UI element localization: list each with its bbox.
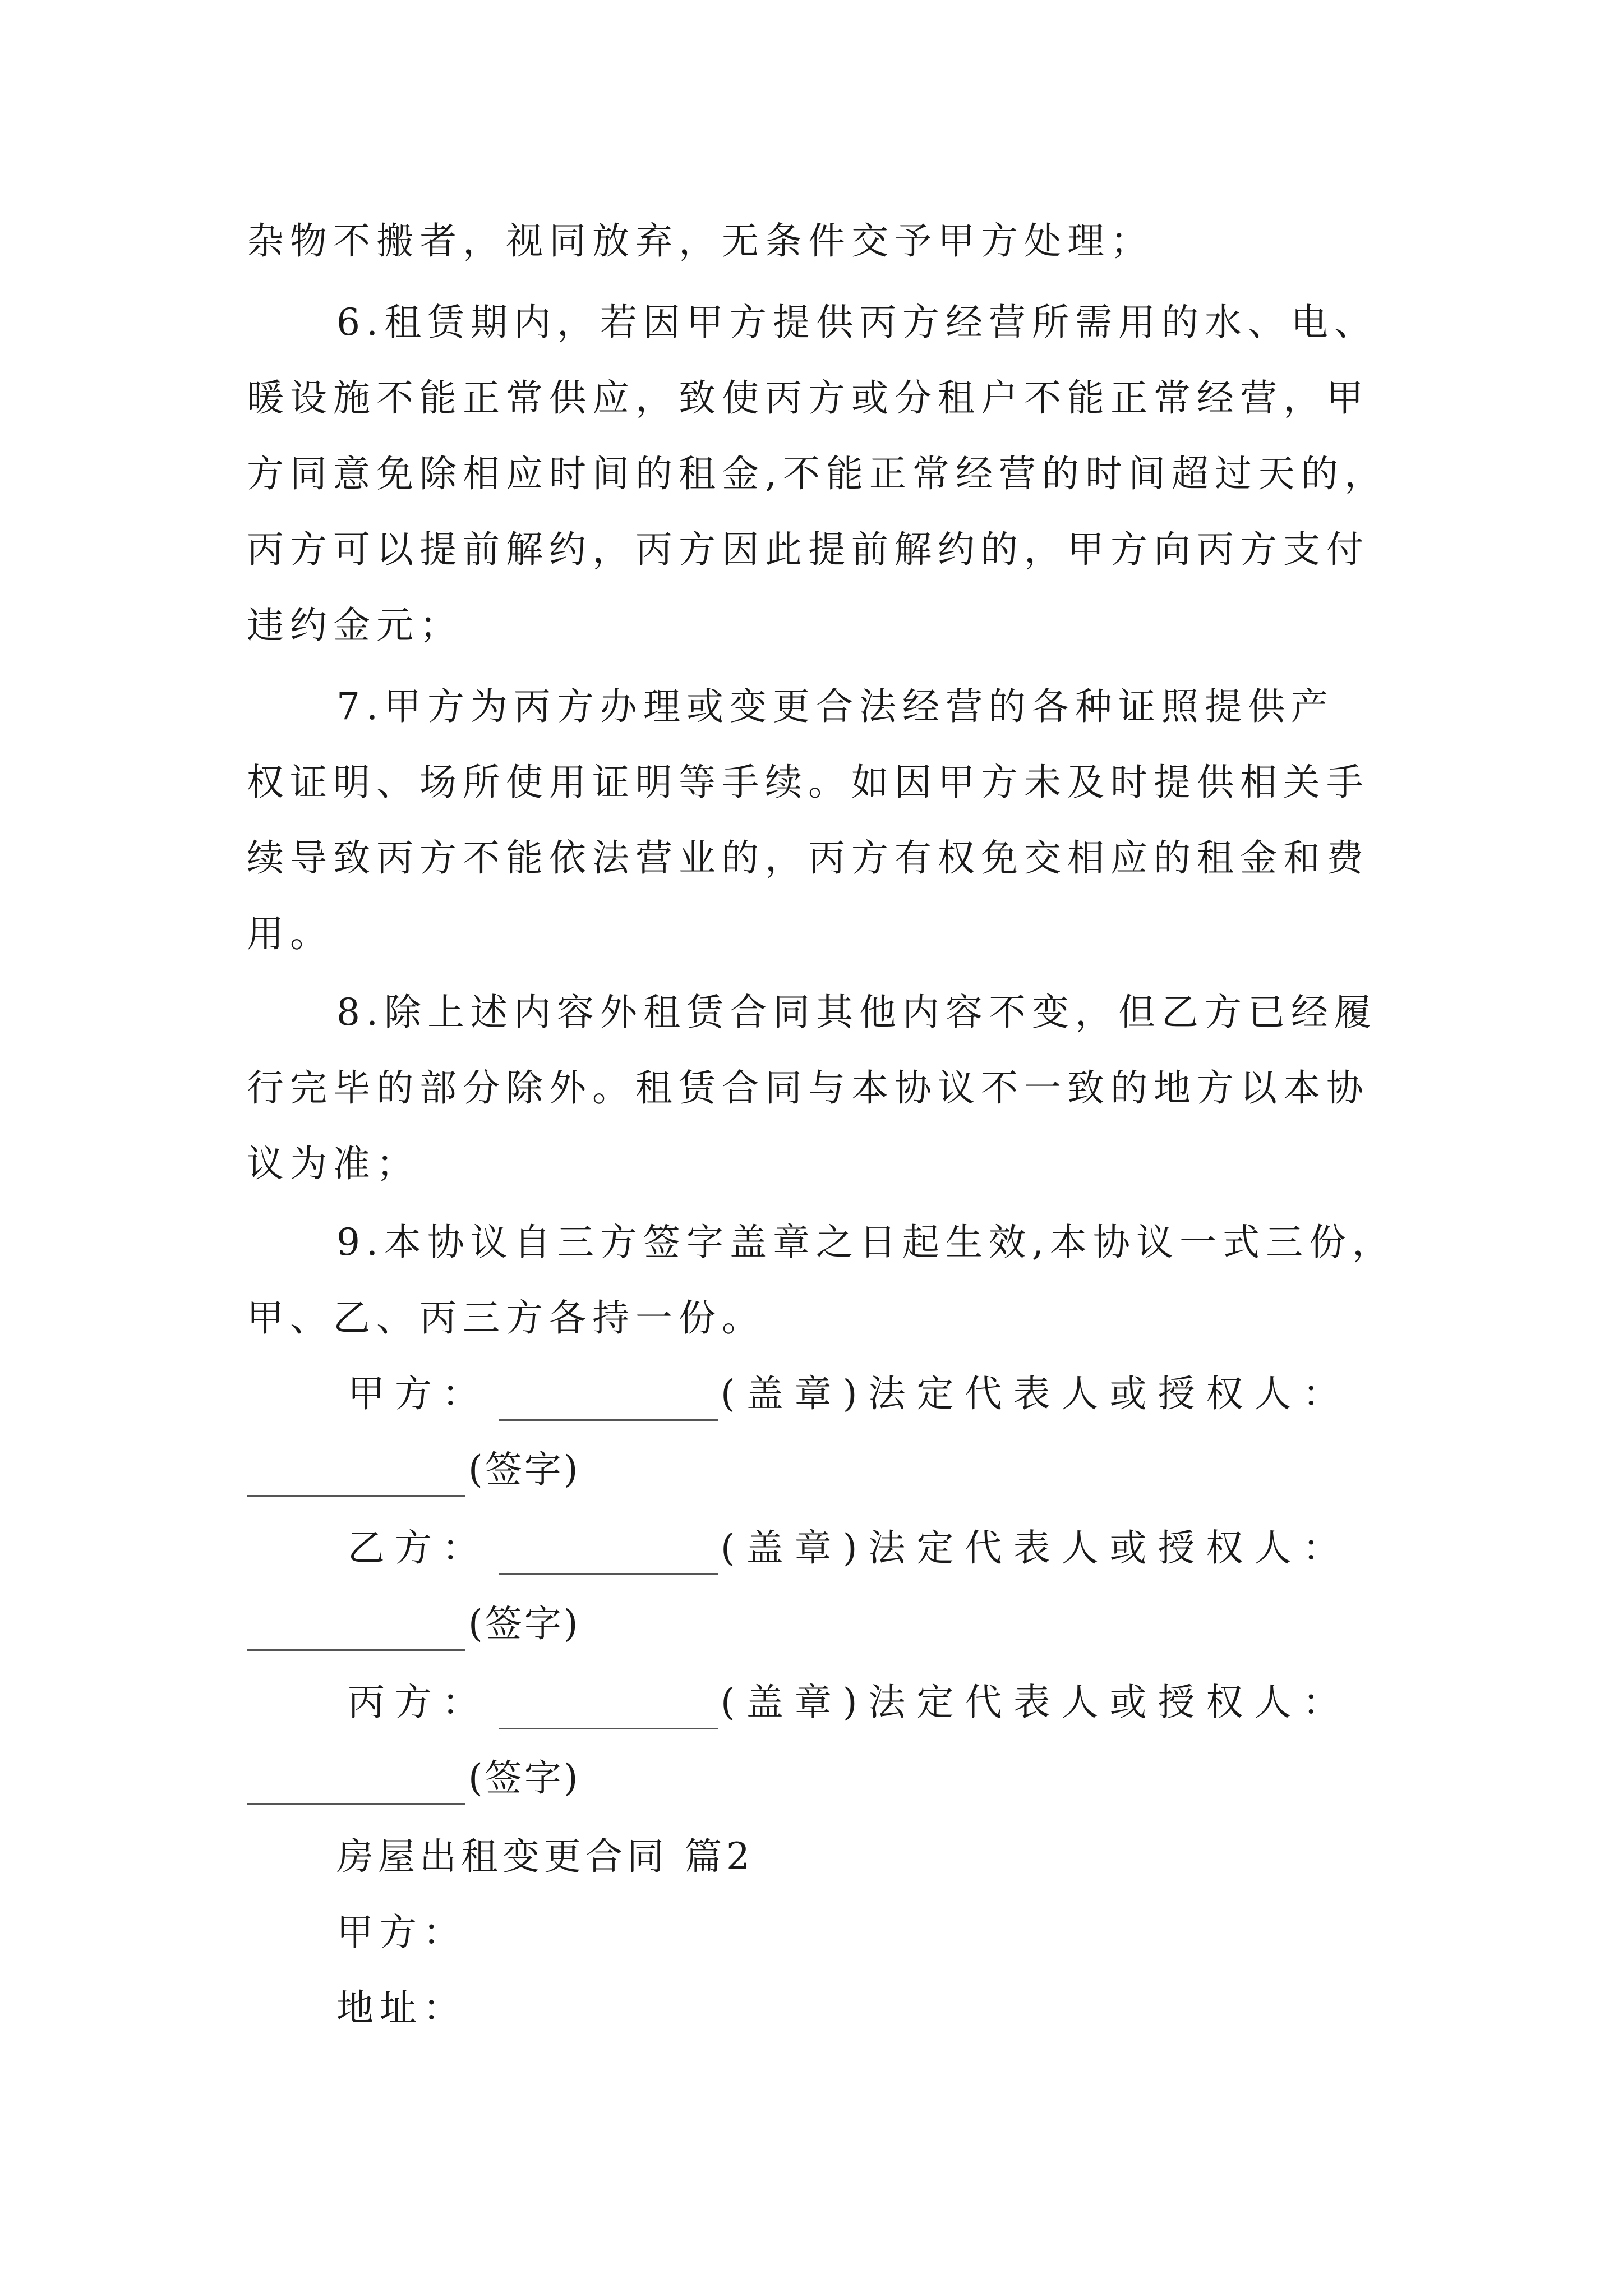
section-2-party-a: 甲方： — [336, 1911, 466, 1954]
paragraph-line: 杂物不搬者，视同放弃，无条件交予甲方处理； — [247, 219, 1154, 263]
party-c-stamp-label: (盖章)法定代表人或授权人： — [721, 1681, 1351, 1724]
party-b-sign-blank — [247, 1649, 465, 1651]
clause-6-line: 暖设施不能正常供应，致使丙方或分租户不能正常经营，甲 — [247, 376, 1370, 420]
party-a-label: 甲方： — [348, 1372, 489, 1415]
party-c-label: 丙方： — [348, 1681, 489, 1724]
clause-6-line: 违约金元； — [247, 604, 463, 647]
clause-9-line: 9.本协议自三方签字盖章之日起生效,本协议一式三份， — [336, 1221, 1395, 1264]
clause-9-line: 甲、乙、丙三方各持一份。 — [247, 1296, 765, 1340]
clause-6-line: 6.租赁期内，若因甲方提供丙方经营所需用的水、电、 — [336, 301, 1377, 344]
clause-6-line: 方同意免除相应时间的租金,不能正常经营的时间超过天的， — [247, 452, 1387, 495]
clause-6-line: 丙方可以提前解约，丙方因此提前解约的，甲方向丙方支付 — [247, 528, 1370, 571]
party-c-seal-blank — [499, 1728, 718, 1729]
party-b-label: 乙方： — [348, 1526, 489, 1570]
party-a-sign-label: (签字) — [468, 1448, 580, 1491]
party-a-sign-blank — [247, 1495, 465, 1497]
clause-7-line: 7.甲方为丙方办理或变更合法经营的各种证照提供产 — [336, 685, 1334, 728]
clause-7-line: 续导致丙方不能依法营业的，丙方有权免交相应的租金和费 — [247, 836, 1370, 880]
party-a-stamp-label: (盖章)法定代表人或授权人： — [721, 1372, 1351, 1415]
party-c-sign-label: (签字) — [468, 1756, 580, 1800]
party-a-seal-blank — [499, 1419, 718, 1421]
party-b-stamp-label: (盖章)法定代表人或授权人： — [721, 1526, 1351, 1570]
clause-8-line: 议为准； — [247, 1142, 419, 1185]
clause-8-line: 8.除上述内容外租赁合同其他内容不变，但乙方已经履 — [336, 991, 1377, 1034]
party-c-sign-blank — [247, 1803, 465, 1805]
section-2-address: 地址： — [336, 1986, 466, 2030]
section-2-title: 房屋出租变更合同 篇2 — [336, 1835, 754, 1878]
clause-7-line: 权证明、场所使用证明等手续。如因甲方未及时提供相关手 — [247, 761, 1370, 804]
clause-8-line: 行完毕的部分除外。租赁合同与本协议不一致的地方以本协 — [247, 1066, 1370, 1110]
party-b-seal-blank — [499, 1573, 718, 1575]
party-b-sign-label: (签字) — [468, 1602, 580, 1645]
clause-7-line: 用。 — [247, 912, 333, 955]
